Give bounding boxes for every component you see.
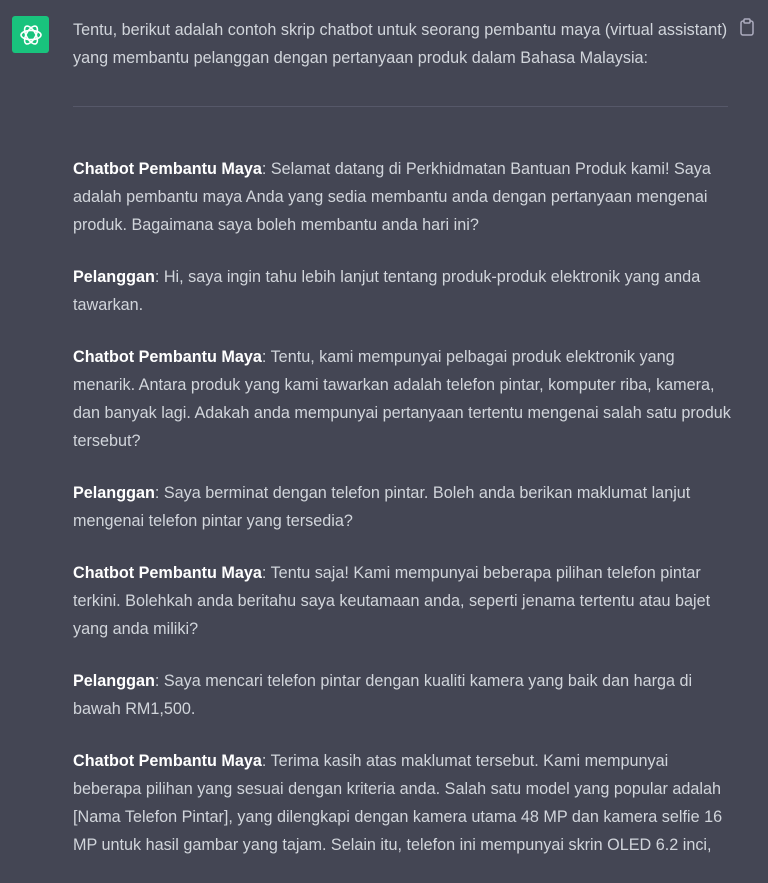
speaker-name: Chatbot Pembantu Maya — [73, 348, 262, 366]
speaker-name: Chatbot Pembantu Maya — [73, 564, 262, 582]
line-text: : Hi, saya ingin tahu lebih lanjut tentang produk-produk elektronik yang anda tawarkan. — [73, 268, 701, 314]
speaker-name: Pelanggan — [73, 672, 155, 690]
line-text: : Saya mencari telefon pintar dengan kualiti kamera yang baik dan harga di bawah RM1,500. — [73, 672, 693, 718]
clipboard-icon[interactable] — [739, 18, 755, 36]
script-line — [73, 559, 738, 643]
line-text: : Tentu saja! Kami mempunyai beberapa pilihan telefon pintar terkini. Bolehkah anda beritahu saya keutamaan anda, seperti jenama tertentu atau bajet yang anda miliki? — [73, 564, 711, 638]
assistant-message — [73, 16, 738, 883]
horizontal-rule — [73, 106, 728, 107]
script-line — [73, 479, 738, 535]
speaker-name: Pelanggan — [73, 484, 155, 502]
line-text: : Saya berminat dengan telefon pintar. Boleh anda berikan maklumat lanjut mengenai telefon pintar yang tersedia? — [73, 484, 691, 530]
line-text: : Selamat datang di Perkhidmatan Bantuan Produk kami! Saya adalah pembantu maya Anda yang sedia membantu anda dengan pertanyaan mengenai produk. Bagaimana saya boleh membantu anda hari ini? — [73, 160, 711, 234]
speaker-name: Chatbot Pembantu Maya — [73, 752, 262, 770]
script-line — [73, 667, 738, 723]
script-line — [73, 343, 738, 455]
assistant-avatar — [12, 16, 49, 53]
chat-script — [73, 155, 738, 859]
line-text: : Tentu, kami mempunyai pelbagai produk elektronik yang menarik. Antara produk yang kami tawarkan adalah telefon pintar, komputer riba, kamera, dan banyak lagi. Adakah anda mempunyai pertanyaan tertentu mengenai salah satu produk tersebut? — [73, 348, 731, 450]
line-text: : Terima kasih atas maklumat tersebut. Kami mempunyai beberapa pilihan yang sesuai dengan kriteria anda. Salah satu model yang popular adalah [Nama Telefon Pintar], yang dilengkapi dengan kamera utama 48 MP dan kamera selfie 16 MP untuk hasil gambar yang tajam. Selain itu, telefon ini mempunyai skrin OLED 6.2 inci, — [73, 752, 723, 854]
speaker-name: Pelanggan — [73, 268, 155, 286]
script-line — [73, 263, 738, 319]
script-line — [73, 155, 738, 239]
speaker-name: Chatbot Pembantu Maya — [73, 160, 262, 178]
openai-logo-icon — [18, 22, 44, 48]
script-line — [73, 747, 738, 859]
intro-text: Tentu, berikut adalah contoh skrip chatbot untuk seorang pembantu maya (virtual assistant) yang membantu pelanggan dengan pertanyaan produk dalam Bahasa Malaysia: — [73, 21, 728, 67]
